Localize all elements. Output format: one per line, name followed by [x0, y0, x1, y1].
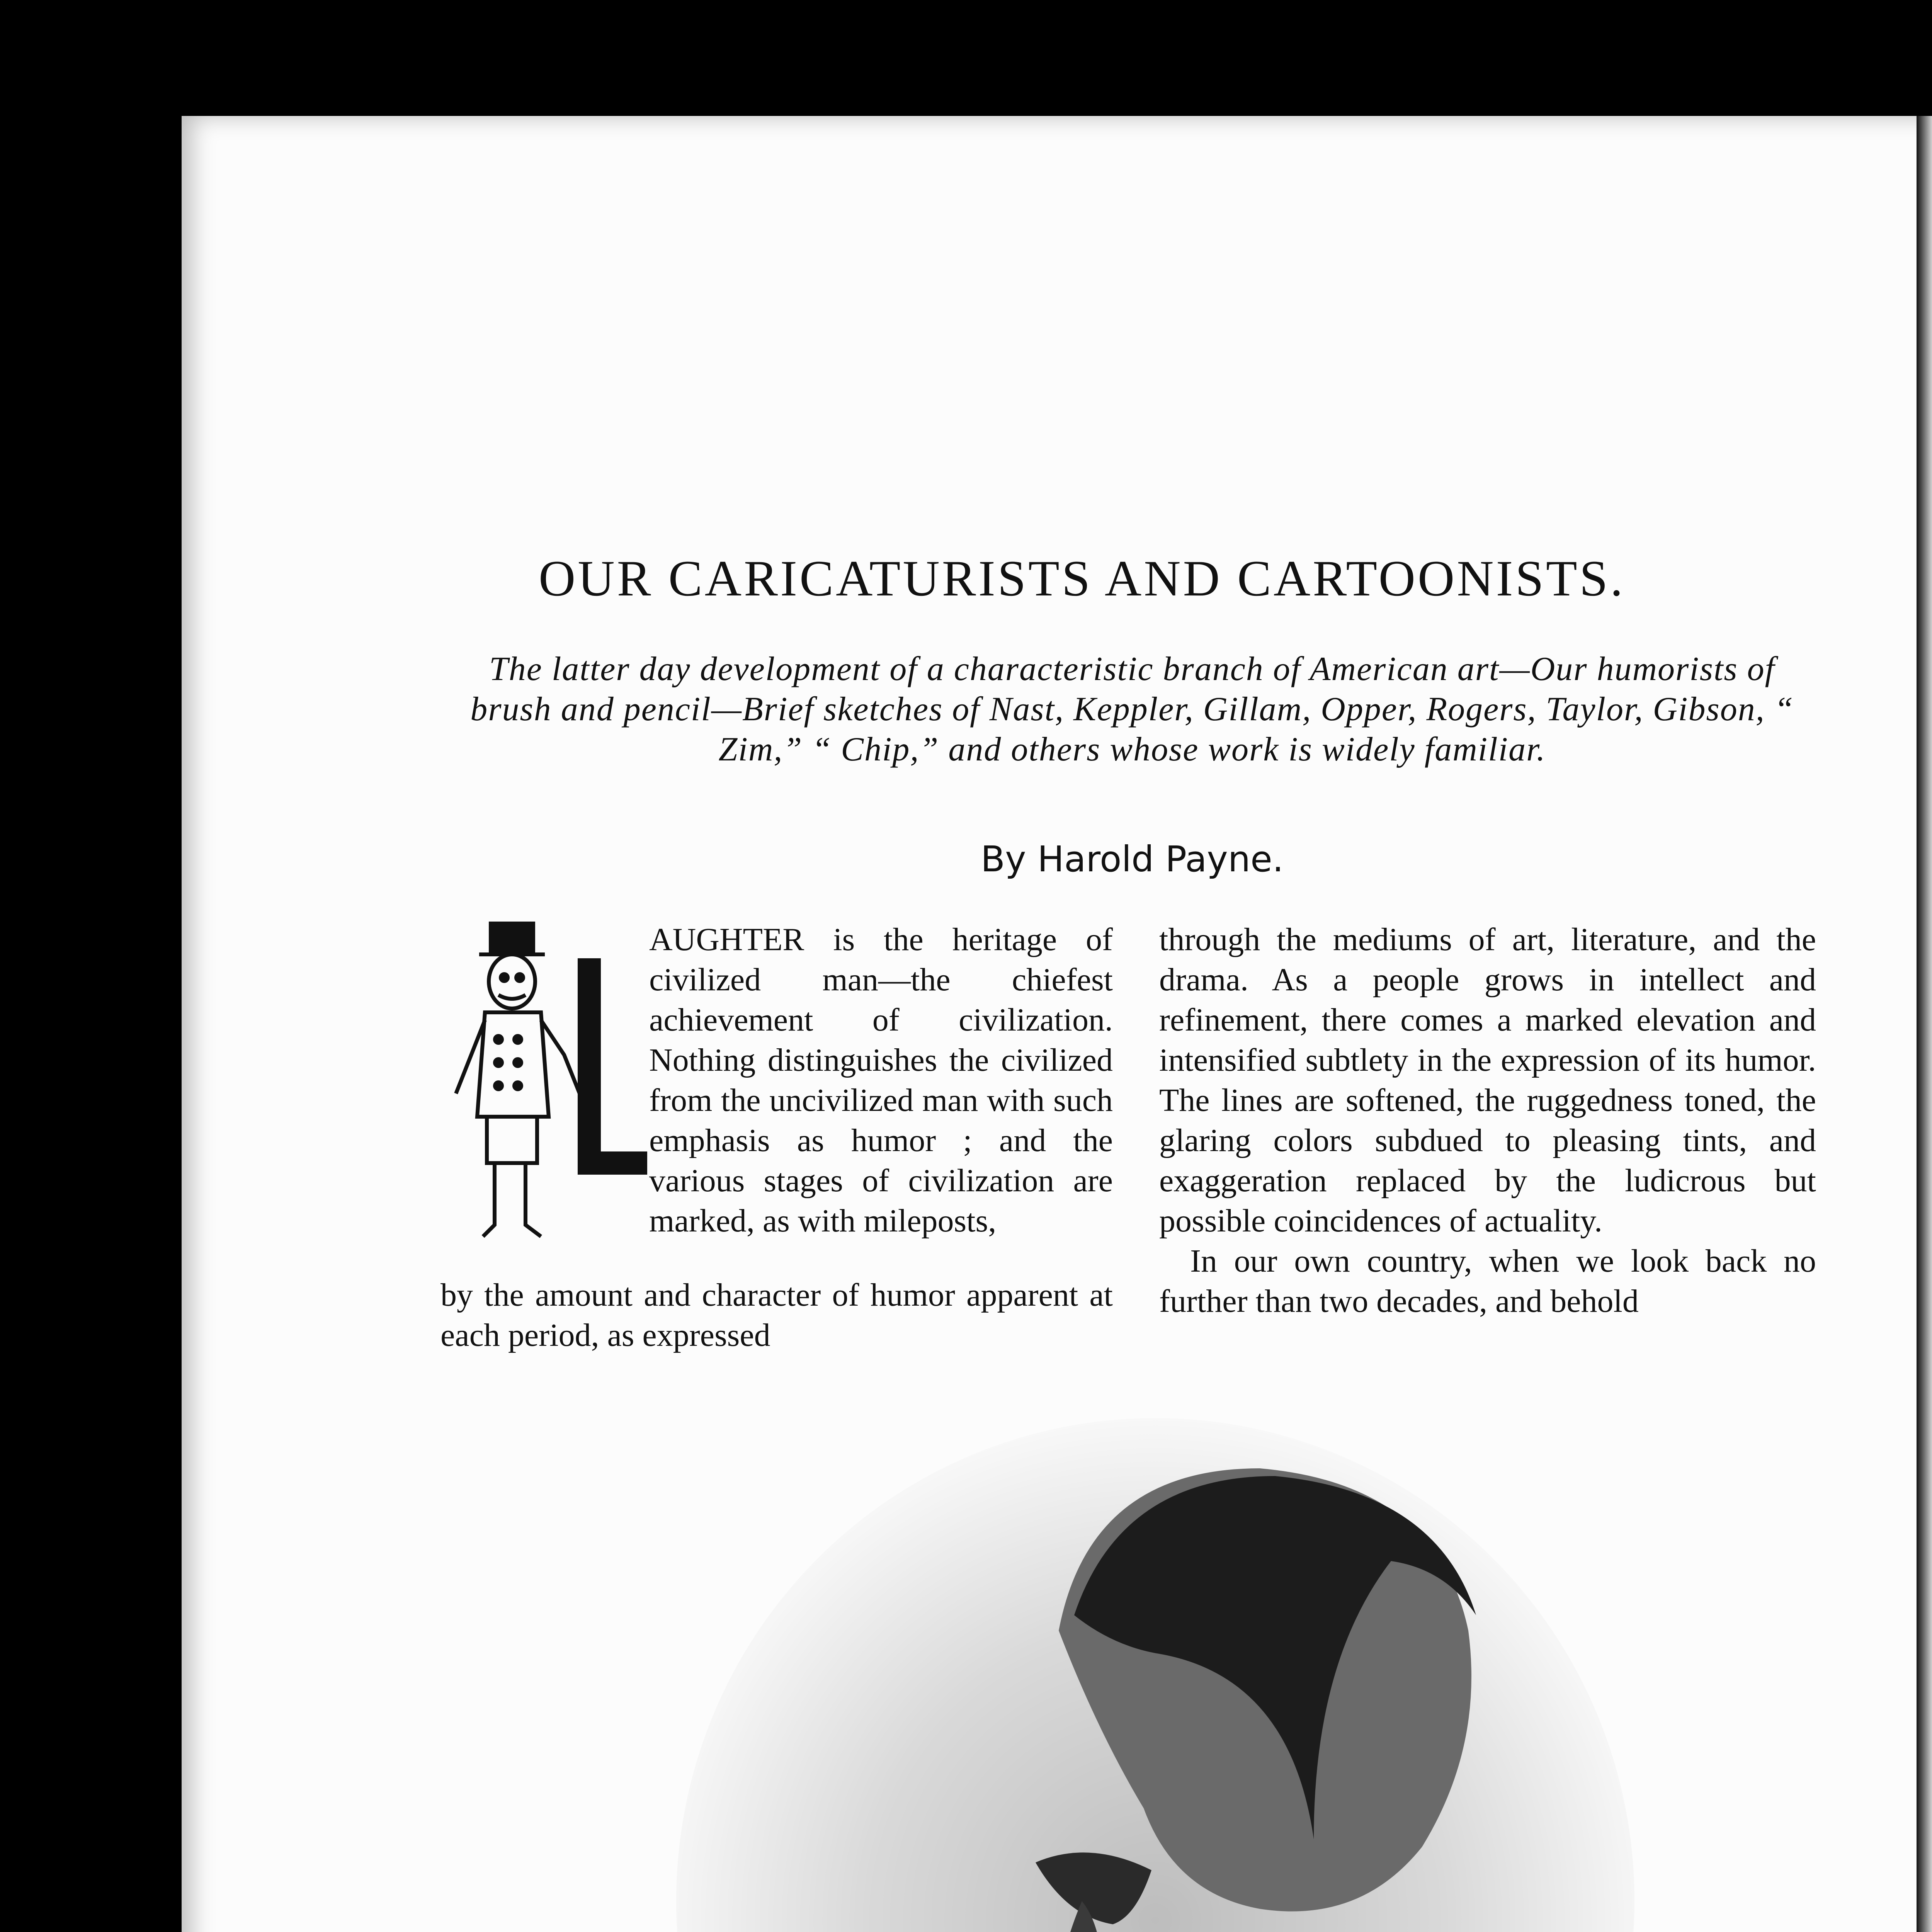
body-text-left-bottom: by the amount and character of humor apparent at each period, as expressed — [440, 1277, 1113, 1353]
article-title: OUR CARICATURISTS AND CARTOONISTS. — [538, 550, 1626, 607]
body-paragraph: through the mediums of art, literature, and the drama. As a people grows in intellect and refinement, there comes a marked elevation and intensified subtlety in the expression of its humor. The lines are softened, the ruggedness toned, the glaring colors subdued to pleasing tints, and exaggeration replaced by the ludicrous but possible coincidences of actuality. — [1159, 922, 1816, 1239]
body-paragraph: In our own country, when we look back no further than two decades, and behold — [1159, 1243, 1816, 1319]
portrait-photograph — [672, 1399, 1638, 1932]
article-subtitle: The latter day development of a characteristic branch of American art—Our humorists of brush and pencil—Brief sketches of Nast, Keppler, Gillam, Opper, Rogers, Taylor, Gibson, “ Zim,” “ Chip,” and others whose work is widely familiar. — [470, 650, 1794, 768]
article-byline: By Harold Payne. — [981, 838, 1284, 880]
body-text-right — [1159, 920, 1816, 1321]
body-text-left-indented: AUGHTER is the heritage of civilized man—the chiefest achievement of civilization. Nothing distinguishes the civilized from the uncivilized man with such emphasis as humor ; and the various stages of civilization are marked, as with mileposts, — [649, 922, 1113, 1239]
dropcap-caricature-illustration — [440, 916, 649, 1256]
page-edge — [1917, 116, 1932, 1932]
